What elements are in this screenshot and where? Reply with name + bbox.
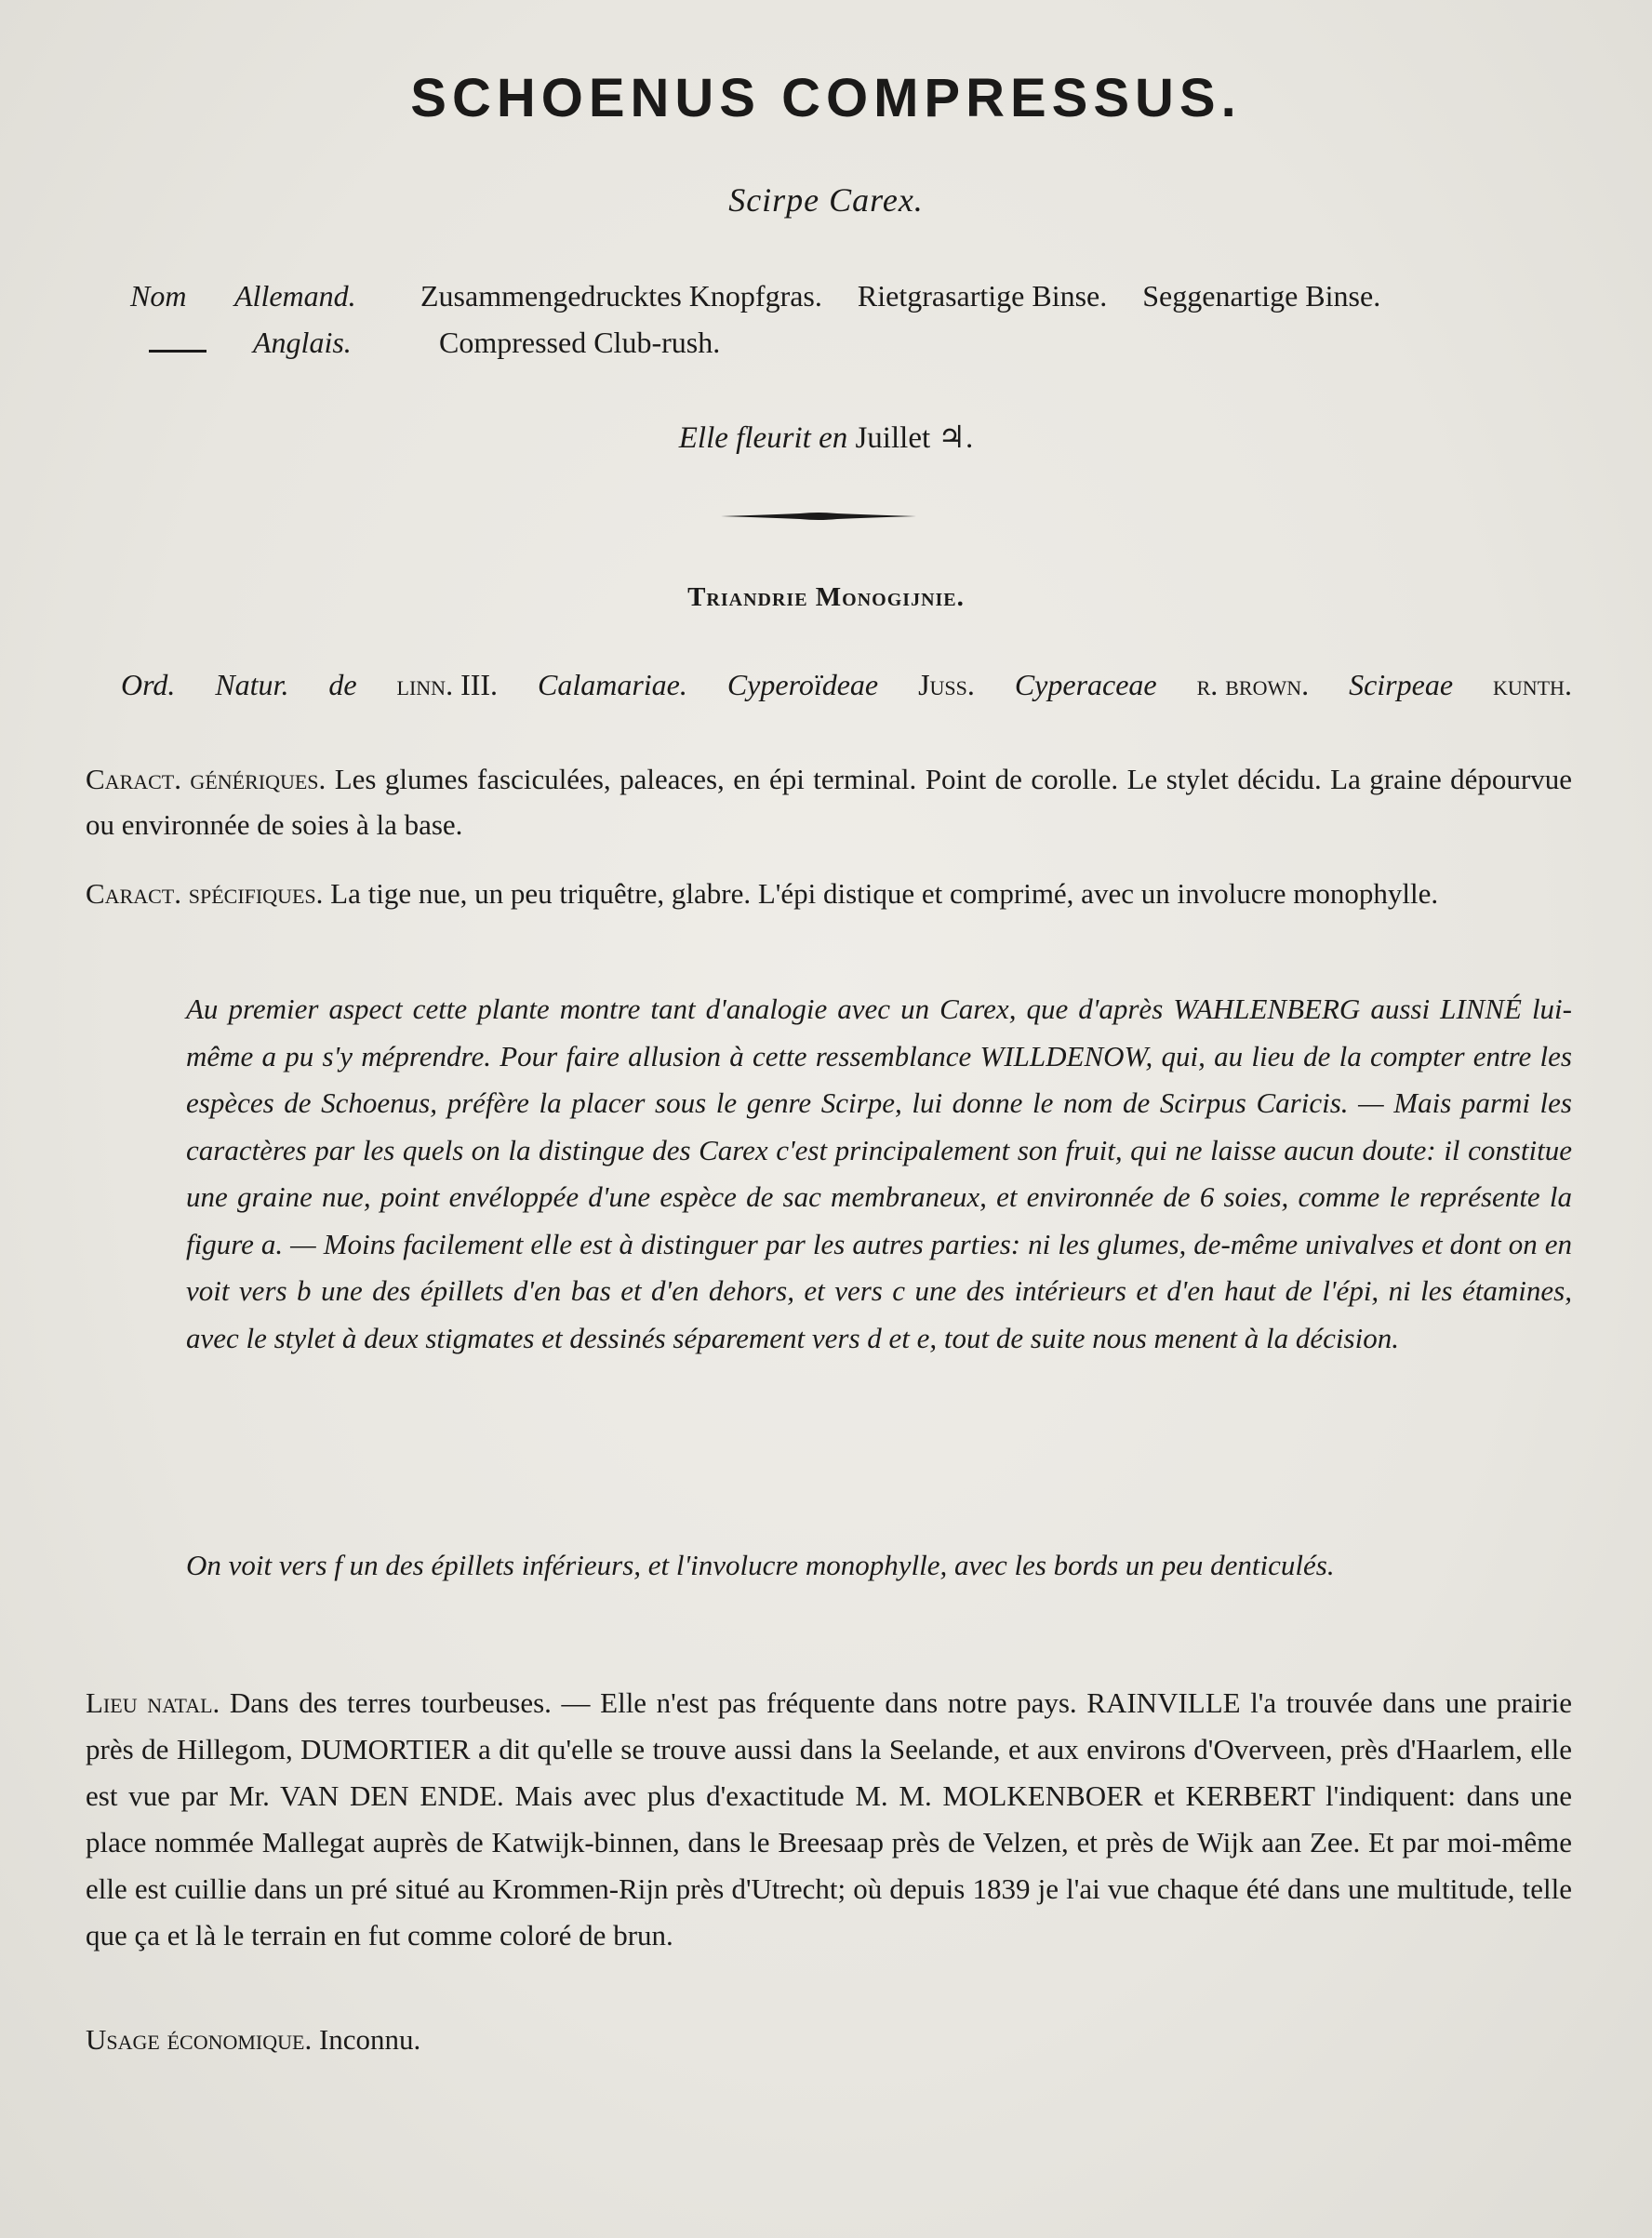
specific-characters-text: La tige nue, un peu triquêtre, glabre. L'épi distique et comprimé, avec un involucre monophylle. <box>330 877 1439 910</box>
native-habitat <box>86 1680 1572 1959</box>
ditto-dash <box>149 350 206 353</box>
figure-note-paragraph: On voit vers f un des épillets inférieurs, et l'involucre monophylle, avec les bords un peu denticulés. <box>186 1549 1335 1581</box>
linnaean-class: Triandrie Monogijnie. <box>687 582 965 612</box>
flowering-month: Juillet <box>855 421 931 455</box>
perennial-symbol: ♃. <box>938 421 974 455</box>
ornamental-rule <box>721 512 916 521</box>
order-word-10: Scirpeae <box>1349 668 1454 701</box>
page-title: SCHOENUS COMPRESSUS. <box>410 68 1242 128</box>
english-name: Compressed Club-rush. <box>439 326 721 359</box>
german-name-2: Rietgrasartige Binse. <box>857 279 1108 313</box>
economic-use <box>86 2017 1572 2062</box>
generic-characters-label: Caract. génériques. <box>86 763 326 795</box>
native-habitat-text: Dans des terres tourbeuses. — Elle n'est pas fréquente dans notre pays. RAINVILLE l'a trouvée dans une prairie près de Hillegom, DUMORTIER a dit qu'elle se trouve aussi dans la Seelande, et aux environs d'Overveen, près d'Haarlem, elle est vue par Mr. VAN DEN ENDE. Mais avec plus d'exactitude M. M. MOLKENBOER et KERBERT l'indiquent: dans une place nommée Mallegat auprès de Katwijk-binnen, dans le Breesaap près de Velzen, et près de Wijk aan Zee. Et par moi-même elle est cuillie dans un pré situé au Krommen-Rijn près d'Utrecht; où depuis 1839 je l'ai vue chaque été dans une multitude, telle que ça et là le terrain en fut comme coloré de brun. <box>86 1686 1573 1952</box>
order-word-8: Cyperaceae <box>1014 668 1157 701</box>
german-name-row <box>130 279 1380 326</box>
order-word-11: kunth. <box>1492 668 1572 701</box>
common-names <box>130 279 1380 372</box>
economic-use-label: Usage économique. <box>86 2023 313 2056</box>
flowering-line <box>0 419 1652 456</box>
economic-use-text: Inconnu. <box>318 2023 421 2056</box>
order-word-1: Ord. <box>121 668 176 701</box>
order-word-5: Calamariae. <box>537 668 687 701</box>
english-name-row <box>130 326 1380 372</box>
german-name-1: Zusammengedrucktes Knopfgras. <box>420 279 822 313</box>
order-word-4: linn. III. <box>396 668 499 701</box>
order-word-2: Natur. <box>215 668 289 701</box>
natural-order-line <box>121 668 1572 702</box>
allemand-label: Allemand. <box>234 279 356 313</box>
order-word-6: Cyperoïdeae <box>726 668 879 701</box>
description-paragraph: Au premier aspect cette plante montre tant d'analogie avec un Carex, que d'après WAHLENBERG aussi LINNÉ lui-même a pu s'y méprendre. Pour faire allusion à cette ressemblance WILLDENOW, qui, au lieu de la compter entre les espèces de Schoenus, préfère la placer sous le genre Scirpe, lui donne le nom de Scirpus Caricis. — Mais parmi les caractères par les quels on la distingue des Carex c'est principalement son fruit, qui ne laisse aucun doute: il constitue une graine nue, point envéloppée d'une espèce de sac membraneux, et environnée de 6 soies, comme le représente la figure a. — Moins facilement elle est à distinguer par les autres parties: ni les glumes, de-même univalves et dont on en voit vers b une des épillets d'en bas et d'en dehors, et vers c une des intérieurs et d'en haut de l'épi, ni les étamines, avec le stylet à deux stigmates et dessinés séparement vers d et e, tout de suite nous menent à la décision. <box>186 992 1572 1354</box>
anglais-label: Anglais. <box>253 326 352 359</box>
subtitle: Scirpe Carex. <box>728 181 924 219</box>
specific-characters <box>86 871 1572 916</box>
specific-characters-label: Caract. spécifiques. <box>86 877 324 910</box>
generic-characters <box>86 756 1572 847</box>
german-name-3: Seggenartige Binse. <box>1142 279 1381 313</box>
generic-characters-text: Les glumes fasciculées, paleaces, en épi terminal. Point de corolle. Le stylet décidu. La graine dépourvue ou environnée de soies à la base. <box>86 763 1573 841</box>
order-word-3: de <box>328 668 357 701</box>
nom-label: Nom <box>130 279 187 313</box>
order-word-9: r. brown. <box>1196 668 1310 701</box>
order-word-7: Juss. <box>918 668 975 701</box>
flowering-text: Elle fleurit en <box>678 421 848 455</box>
native-habitat-label: Lieu natal. <box>86 1686 220 1719</box>
